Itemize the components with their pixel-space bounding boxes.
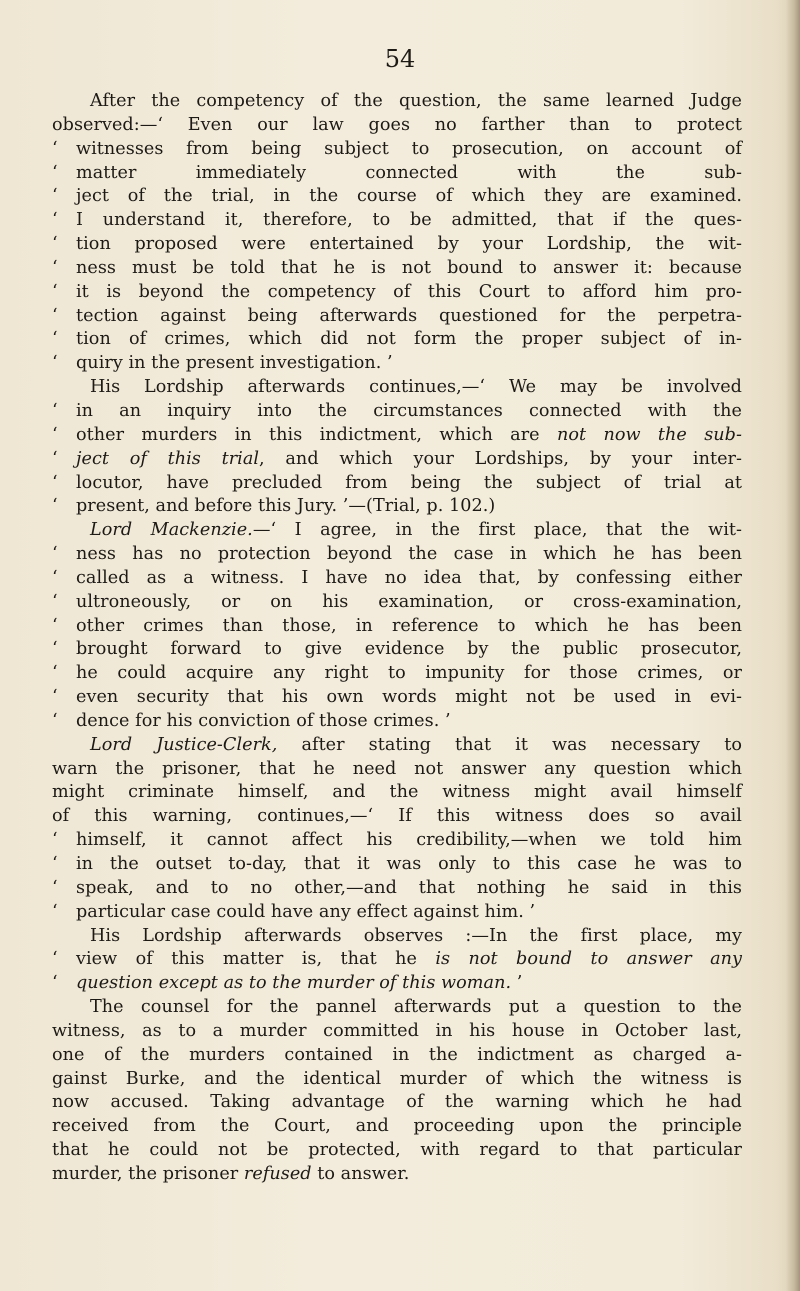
line-span: speak, and to no other,—and that nothing he said in this [76, 877, 742, 898]
quote-mark: ‘ [52, 353, 58, 374]
quote-mark: ‘ [52, 210, 58, 231]
quote-mark: ‘ [52, 567, 58, 588]
text-line [52, 376, 742, 400]
line-text [76, 686, 742, 710]
italic-span: is not bound to answer any [435, 949, 742, 970]
text-line [52, 925, 742, 949]
quote-mark: ‘ [52, 496, 58, 517]
line-span: ness must be told that he is not bound to answer it: because [76, 257, 742, 278]
text-line [52, 853, 742, 877]
line-text [52, 805, 742, 829]
line-span: present, and before this Jury. ’—(Trial, p. 102.) [76, 496, 496, 517]
text-line [52, 1044, 742, 1068]
line-span: His Lordship afterwards continues,—‘ We may be involved [90, 377, 742, 398]
text-line [52, 543, 742, 567]
text-line [52, 877, 742, 901]
line-text [52, 1044, 742, 1068]
line-text [76, 185, 742, 209]
quote-mark: ‘ [52, 710, 58, 731]
page-number: 54 [384, 45, 416, 73]
quote-mark: ‘ [52, 305, 58, 326]
line-text [76, 233, 742, 257]
text-line [52, 615, 742, 639]
line-span: gainst Burke, and the identical murder of which the witness is [52, 1068, 742, 1089]
line-text [76, 209, 742, 233]
text-line [52, 758, 742, 782]
line-text [76, 638, 742, 662]
line-span: warn the prisoner, that he need not answer any question which [52, 758, 742, 779]
quote-mark: ‘ [52, 257, 58, 278]
text-line [52, 1020, 742, 1044]
quote-mark: ‘ [52, 639, 58, 660]
text-line [52, 352, 742, 376]
line-text [76, 948, 742, 972]
text-line [52, 138, 742, 162]
line-span: other murders in this indictment, which are [76, 424, 557, 445]
quote-mark: ‘ [52, 949, 58, 970]
line-text [52, 758, 742, 782]
line-span: tion proposed were entertained by your Lordship, the wit- [76, 234, 742, 255]
line-span: even security that his own words might not be used in evi- [76, 687, 742, 708]
text-line [52, 519, 742, 543]
line-span: he could acquire any right to impunity for those crimes, or [76, 663, 742, 684]
quote-mark: ‘ [52, 901, 58, 922]
line-text [90, 996, 742, 1020]
body-text [52, 90, 742, 1187]
quote-mark: ‘ [52, 138, 58, 159]
line-span: The counsel for the pannel afterwards put a question to the [90, 997, 742, 1018]
line-text [76, 591, 742, 615]
text-line [52, 328, 742, 352]
quote-mark: ‘ [52, 472, 58, 493]
line-text [90, 519, 742, 543]
italic-span: Lord Justice-Clerk, [90, 734, 278, 755]
line-span: now accused. Taking advantage of the warning which he had [52, 1092, 742, 1113]
quote-mark: ‘ [52, 448, 58, 469]
text-line [52, 734, 742, 758]
text-line [52, 114, 742, 138]
line-text [52, 1115, 742, 1139]
line-span: , and which your Lordships, by your inter- [259, 448, 742, 469]
text-line [52, 495, 742, 519]
text-line [52, 638, 742, 662]
text-line [52, 233, 742, 257]
line-text [52, 781, 742, 805]
line-span: ultroneously, or on his examination, or cross-examination, [76, 591, 742, 612]
text-line [52, 90, 742, 114]
text-line [52, 567, 742, 591]
quote-mark: ‘ [52, 854, 58, 874]
quote-mark: ‘ [52, 400, 58, 421]
line-span: that he could not be protected, with regard to that particular [52, 1140, 742, 1161]
line-text [76, 400, 742, 424]
text-line [52, 901, 742, 925]
line-text [76, 543, 742, 567]
line-span: it is beyond the competency of this Court to afford him pro- [76, 281, 742, 302]
quote-mark: ‘ [52, 162, 58, 183]
line-span: witnesses from being subject to prosecution, on account of [76, 138, 742, 159]
line-span: ject of the trial, in the course of which they are examined. [76, 186, 742, 207]
text-line [52, 257, 742, 281]
line-span: to answer. [311, 1163, 410, 1184]
text-line [52, 400, 742, 424]
line-text [76, 305, 742, 329]
line-span: matter immediately connected with the sub- [76, 162, 742, 183]
text-line [52, 162, 742, 186]
line-text [76, 567, 742, 591]
line-span: ness has no protection beyond the case in which he has been [76, 544, 742, 565]
line-text [52, 114, 742, 138]
line-text [52, 1139, 742, 1163]
line-span: might criminate himself, and the witness might avail himself [52, 782, 742, 803]
line-span: in the outset to-day, that it was only to this case he was to [76, 854, 742, 874]
text-line [52, 1091, 742, 1115]
line-span: I understand it, therefore, to be admitted, that if the ques- [76, 210, 742, 231]
text-line [52, 209, 742, 233]
line-span: witness, as to a murder committed in his house in October last, [52, 1020, 742, 1041]
line-span: of this warning, continues,—‘ If this witness does so avail [52, 806, 742, 827]
quote-mark: ‘ [52, 830, 58, 851]
text-line [52, 281, 742, 305]
line-span: murder, the prisoner [52, 1163, 244, 1184]
text-line [52, 591, 742, 615]
line-text [90, 734, 742, 758]
line-text [76, 162, 742, 186]
line-span: called as a witness. I have no idea that, by confessing either [76, 567, 742, 588]
line-text [76, 877, 742, 901]
text-line [52, 305, 742, 329]
line-text [76, 662, 742, 686]
line-span: brought forward to give evidence by the public prosecutor, [76, 639, 742, 660]
text-line [52, 996, 742, 1020]
quote-mark: ‘ [52, 234, 58, 255]
line-span: —‘ I agree, in the first place, that the wit- [252, 520, 743, 541]
line-span: other crimes than those, in reference to which he has been [76, 615, 742, 636]
quote-mark: ‘ [52, 973, 58, 994]
line-span: ’ [511, 973, 523, 994]
line-span: in an inquiry into the circumstances connected with the [76, 400, 742, 421]
line-text [90, 90, 742, 114]
quote-mark: ‘ [52, 329, 58, 350]
text-line [52, 472, 742, 496]
line-text [76, 328, 742, 352]
text-line [52, 1115, 742, 1139]
quote-mark: ‘ [52, 877, 58, 898]
text-line [52, 1068, 742, 1092]
quote-mark: ‘ [52, 544, 58, 565]
line-text [76, 352, 742, 376]
line-span: After the competency of the question, the same learned Judge [90, 91, 742, 111]
line-span: one of the murders contained in the indictment as charged a- [52, 1044, 742, 1065]
line-span: observed:—‘ Even our law goes no farther than to protect [52, 114, 742, 135]
text-line [52, 185, 742, 209]
quote-mark: ‘ [52, 591, 58, 612]
line-text [76, 829, 742, 853]
line-span: tion of crimes, which did not form the proper subject of in- [76, 329, 742, 350]
line-span: tection against being afterwards questioned for the perpetra- [76, 305, 742, 326]
italic-span: question except as to the murder of this woman. [76, 973, 512, 994]
line-text [76, 448, 742, 472]
page-edge-shadow [786, 0, 800, 1291]
line-text [76, 424, 742, 448]
text-line [52, 424, 742, 448]
line-text [76, 901, 742, 925]
quote-mark: ‘ [52, 424, 58, 445]
line-text [52, 1068, 742, 1092]
text-line [52, 948, 742, 972]
text-line [52, 686, 742, 710]
quote-mark: ‘ [52, 663, 58, 684]
quote-mark: ‘ [52, 615, 58, 636]
text-line [52, 1139, 742, 1163]
line-span: received from the Court, and proceeding upon the principle [52, 1116, 742, 1137]
text-line [52, 448, 742, 472]
quote-mark: ‘ [52, 281, 58, 302]
text-line [52, 710, 742, 734]
line-text [76, 495, 742, 519]
line-span: His Lordship afterwards observes :—In the first place, my [90, 925, 742, 946]
text-line [52, 805, 742, 829]
line-text [90, 925, 742, 949]
quote-mark: ‘ [52, 687, 58, 708]
line-text [76, 472, 742, 496]
line-text [52, 1163, 742, 1187]
line-span: view of this matter is, that he [76, 949, 436, 970]
text-line [52, 781, 742, 805]
line-text [76, 281, 742, 305]
text-line [52, 972, 742, 996]
line-span: dence for his conviction of those crimes. ’ [76, 710, 451, 731]
italic-span: ject of this trial [76, 448, 260, 469]
line-span: locutor, have precluded from being the subject of trial at [76, 472, 742, 493]
line-text [76, 615, 742, 639]
line-span: himself, it cannot affect his credibility,—when we told him [76, 830, 742, 851]
quote-mark: ‘ [52, 186, 58, 207]
italic-span: Lord Mackenzie. [90, 520, 253, 541]
line-text [76, 138, 742, 162]
line-text [76, 710, 742, 734]
italic-span: refused [243, 1163, 312, 1184]
line-text [76, 972, 742, 996]
italic-span: not now the sub- [556, 424, 742, 445]
text-line [52, 829, 742, 853]
line-text [90, 376, 742, 400]
line-span: quiry in the present investigation. ’ [76, 353, 393, 374]
line-text [52, 1020, 742, 1044]
line-span: after stating that it was necessary to [277, 734, 742, 755]
text-line [52, 662, 742, 686]
line-text [52, 1091, 742, 1115]
text-line [52, 1163, 742, 1187]
line-text [76, 257, 742, 281]
line-span: particular case could have any effect against him. ’ [76, 901, 536, 922]
line-text [76, 853, 742, 877]
